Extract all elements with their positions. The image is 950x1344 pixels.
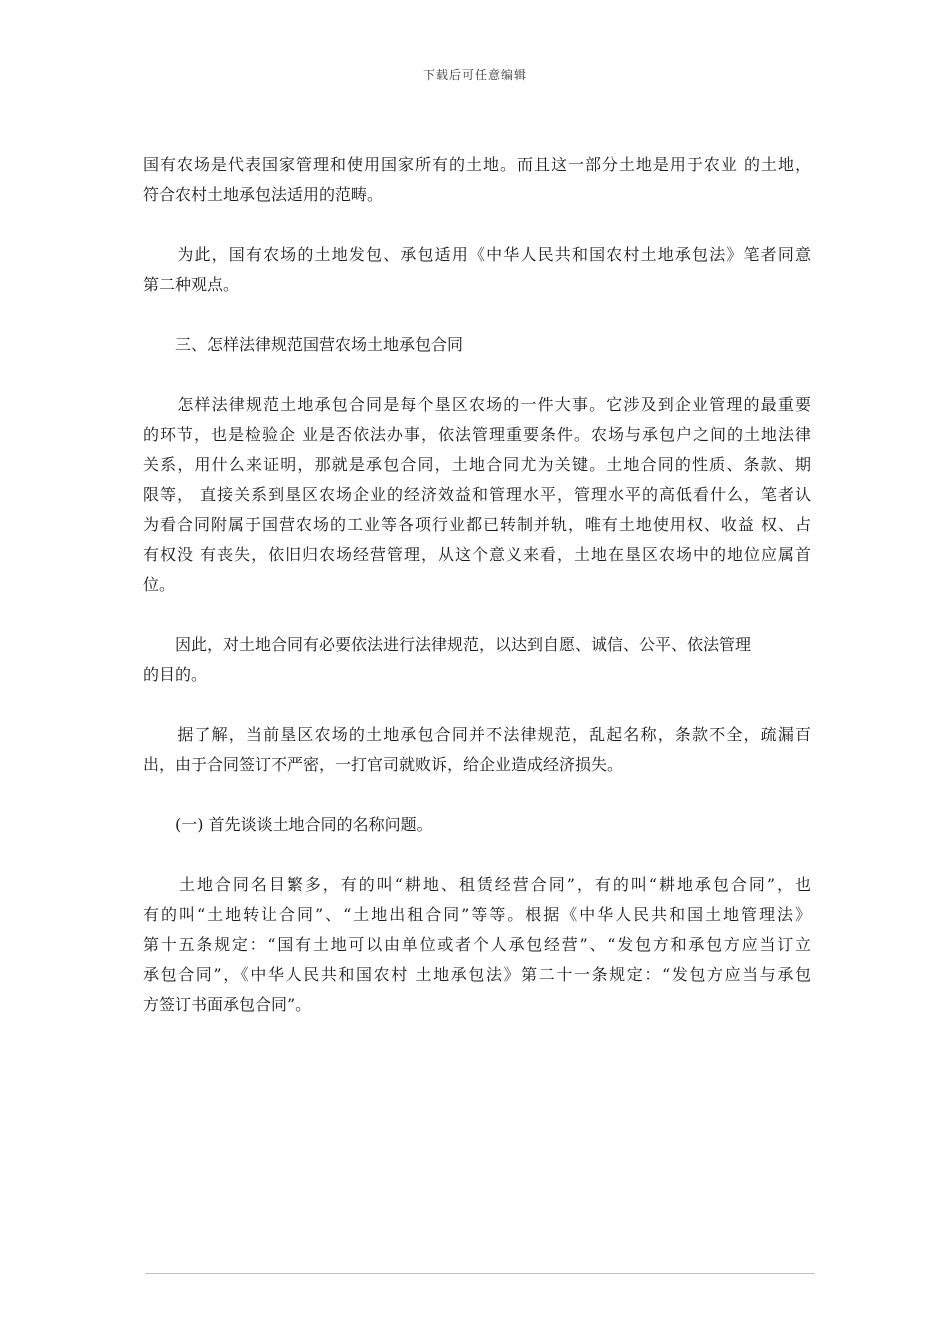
text-line: 有权没 有丧失，依旧归农场经营管理，从这个意义来看，土地在垦区农场中的地位应属首 [143,545,811,564]
text-line: 的环节，也是检验企 业是否依法办事，依法管理重要条件。农场与承包户之间的土地法律 [143,425,811,444]
text-line: 方签订书面承包合同”。 [143,995,312,1014]
text-line: 关系，用什么来证明，那就是承包合同，土地合同尤为关键。土地合同的性质、条款、期 [143,455,811,474]
paragraph-8 [143,870,811,1020]
document-body [143,150,811,1050]
text-line: 符合农村土地承包法适用的范畴。 [143,185,384,204]
text-line: 土地合同名目繁多，有的叫“耕地、租赁经营合同”，有的叫“耕地承包合同”，也 [143,875,811,894]
text-line: 据了解，当前垦区农场的土地承包合同并不法律规范，乱起名称，条款不全，疏漏百 [143,725,811,744]
paragraph-1 [143,150,811,210]
text-line: 承包合同”，《中华人民共和国农村 土地承包法》第二十一条规定：“发包方应当与承包 [143,965,811,984]
text-line: 怎样法律规范土地承包合同是每个垦区农场的一件大事。它涉及到企业管理的最重要 [143,395,811,414]
paragraph-2 [143,240,811,300]
text-line: 第二种观点。 [143,275,240,294]
section-heading-3 [143,330,811,360]
text-line: 第十五条规定：“国有土地可以由单位或者个人承包经营”、“发包方和承包方应当订立 [143,935,811,954]
text-line: 的目的。 [143,665,208,684]
heading-line: (一) 首先谈谈土地合同的名称问题。 [143,815,433,834]
paragraph-6 [143,720,811,780]
text-line: 限等， 直接关系到垦区农场企业的经济效益和管理水平，管理水平的高低看什么，笔者认 [143,485,811,504]
text-line: 为此，国有农场的土地发包、承包适用《中华人民共和国农村土地承包法》笔者同意 [143,245,811,264]
subsection-heading-1 [143,810,811,840]
text-line: 位。 [143,575,176,594]
text-line: 国有农场是代表国家管理和使用国家所有的土地。而且这一部分土地是用于农业 的土地， [143,155,811,174]
download-note-header: 下载后可任意编辑 [422,68,527,82]
footer-divider [145,1273,815,1274]
text-line: 为看合同附属于国营农场的工业等各项行业都已转制并轨，唯有土地使用权、收益 权、占 [143,515,811,534]
paragraph-5 [143,630,811,690]
paragraph-4 [143,390,811,600]
text-line: 因此，对土地合同有必要依法进行法律规范，以达到自愿、诚信、公平、依法管理 [143,635,752,654]
text-line: 出，由于合同签订不严密，一打官司就败诉，给企业造成经济损失。 [143,755,624,774]
text-line: 有的叫“土地转让合同”、“土地出租合同”等等。根据《中华人民共和国土地管理法》 [143,905,811,924]
heading-line: 三、怎样法律规范国营农场土地承包合同 [143,335,464,354]
